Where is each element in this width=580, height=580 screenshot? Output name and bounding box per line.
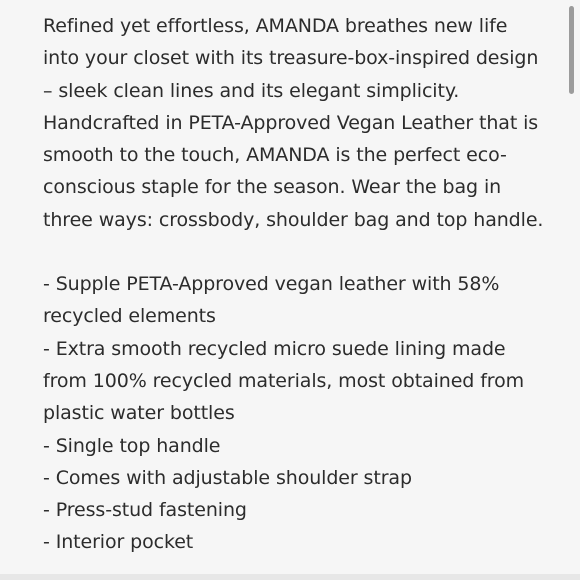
feature-item: - Press-stud fastening <box>43 499 247 522</box>
scrollbar[interactable] <box>566 0 580 580</box>
bottom-divider <box>0 574 580 580</box>
feature-item: - Interior pocket <box>43 531 194 554</box>
scrollbar-thumb[interactable] <box>569 6 574 94</box>
product-description <box>43 10 548 559</box>
feature-list <box>43 268 548 559</box>
description-intro: Refined yet effortless, AMANDA breathes new life into your closet with its treasure-box-inspired design – sleek clean lines and its elegant simplicity. Handcrafted in PETA-Approved Vegan Leather that is smooth to the touch, AMANDA is the perfect eco-conscious staple for the season. Wear the bag in three ways: crossbody, shoulder bag and top handle. <box>43 15 544 231</box>
feature-item: - Supple PETA-Approved vegan leather with 58% recycled elements <box>43 273 500 328</box>
feature-item: - Comes with adjustable shoulder strap <box>43 466 412 489</box>
feature-item: - Single top handle <box>43 434 221 457</box>
feature-item: - Extra smooth recycled micro suede lining made from 100% recycled materials, most obtained from plastic water bottles <box>43 337 525 425</box>
paragraph-spacer <box>43 236 548 268</box>
